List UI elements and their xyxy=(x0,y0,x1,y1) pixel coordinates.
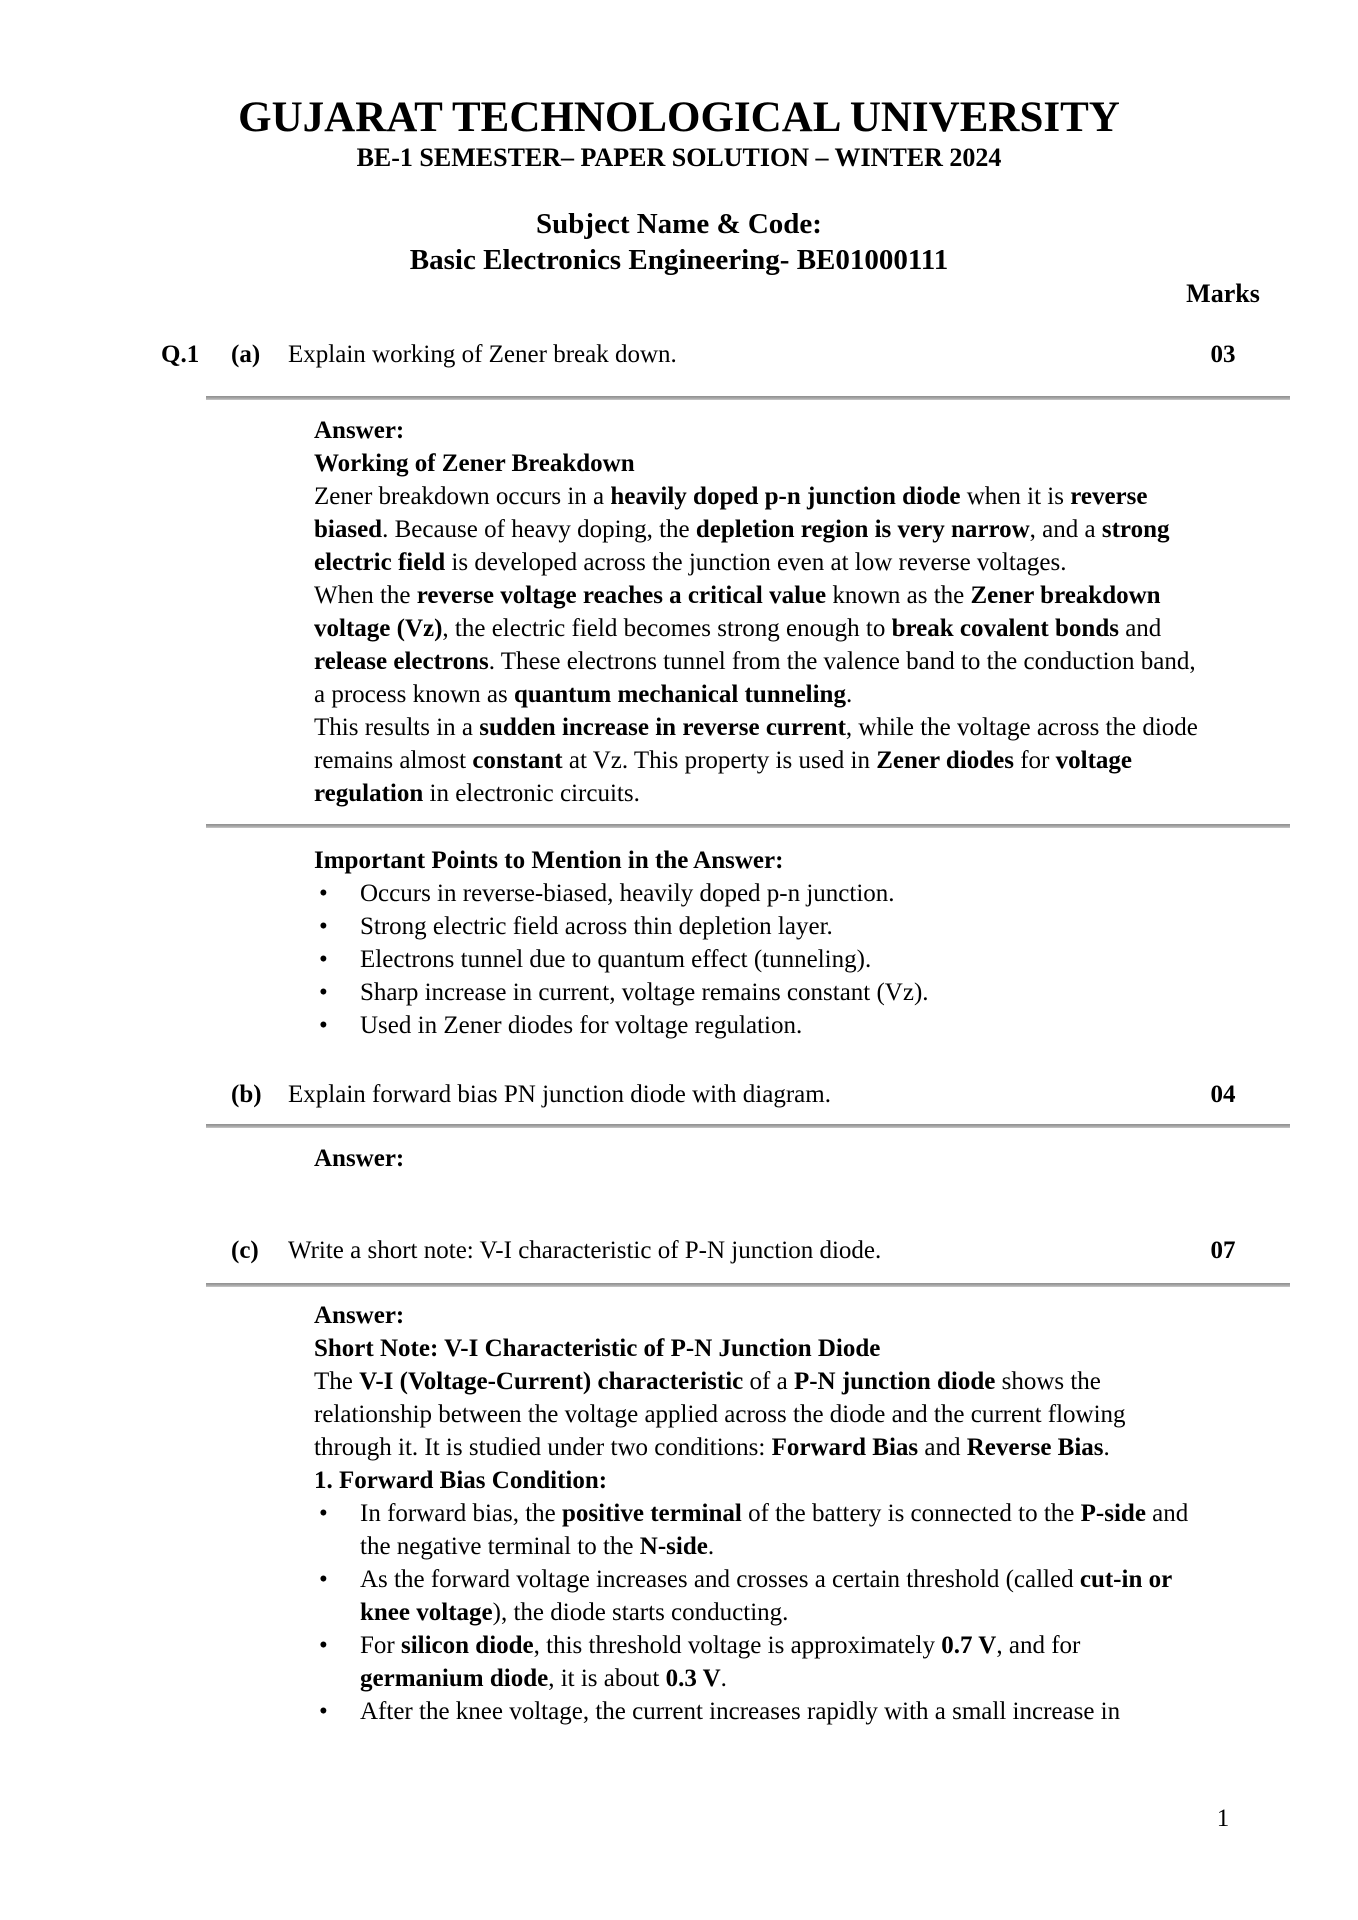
list-item: • In forward bias, the positive terminal of the battery is connected to the P-side and the negative terminal to the N-side. xyxy=(314,1497,1209,1563)
answer-paragraph: This results in a sudden increase in reverse current, while the voltage across the diode remains almost constant at Vz. This property is used in Zener diodes for voltage regulation in electronic circuits. xyxy=(314,714,1198,807)
question-row-q1a xyxy=(161,338,1268,371)
list-item: • Sharp increase in current, voltage remains constant (Vz). xyxy=(314,976,1209,1009)
list-item: • Strong electric field across thin depletion layer. xyxy=(314,910,1209,943)
exam-subtitle: BE-1 SEMESTER– PAPER SOLUTION – WINTER 2024 xyxy=(356,143,1002,172)
question-row-q1b xyxy=(161,1078,1268,1111)
question-number: Q.1 xyxy=(161,341,200,368)
subject-label: Subject Name & Code: xyxy=(536,208,822,240)
list-item: • After the knee voltage, the current increases rapidly with a small increase in xyxy=(314,1695,1209,1728)
question-marks: 04 xyxy=(1210,1081,1236,1108)
list-item: • For silicon diode, this threshold voltage is approximately 0.7 V, and for germanium diode, it is about 0.3 V. xyxy=(314,1629,1209,1695)
points-heading: Important Points to Mention in the Answer: xyxy=(314,847,784,874)
important-points-block xyxy=(314,844,1209,1042)
list-item: • As the forward voltage increases and crosses a certain threshold (called cut-in or knee voltage), the diode starts conducting. xyxy=(314,1563,1209,1629)
answer-label: Answer: xyxy=(314,1145,405,1172)
question-marks: 07 xyxy=(1210,1237,1236,1264)
answer-paragraph: Zener breakdown occurs in a heavily doped p-n junction diode when it is reverse biased. Because of heavy doping, the depletion region is very narrow, and a strong electric field is developed across the junction even at low reverse voltages. xyxy=(314,483,1170,576)
answer-block-q1a xyxy=(314,414,1209,810)
question-row-q1c xyxy=(161,1234,1268,1267)
list-item: • Occurs in reverse-biased, heavily doped p-n junction. xyxy=(314,877,1209,910)
university-title: GUJARAT TECHNOLOGICAL UNIVERSITY xyxy=(238,94,1120,141)
condition-heading: 1. Forward Bias Condition: xyxy=(314,1467,608,1494)
list-item: • Electrons tunnel due to quantum effect (tunneling). xyxy=(314,943,1209,976)
points-list xyxy=(314,877,1209,1042)
answer-heading: Short Note: V-I Characteristic of P-N Junction Diode xyxy=(314,1335,881,1362)
question-part-letter: (b) xyxy=(231,1081,262,1108)
question-part-letter: (c) xyxy=(231,1237,259,1264)
answer-block-q1c xyxy=(314,1299,1209,1728)
divider xyxy=(206,396,1290,400)
answer-block-q1b xyxy=(314,1142,1209,1175)
question-text: Explain forward bias PN junction diode with diagram. xyxy=(288,1081,831,1108)
forward-bias-list xyxy=(314,1497,1209,1728)
divider xyxy=(206,824,1290,828)
divider xyxy=(206,1124,1290,1128)
answer-heading: Working of Zener Breakdown xyxy=(314,450,635,477)
question-number xyxy=(161,1234,231,1267)
subject-name: Basic Electronics Engineering- BE01000111 xyxy=(409,244,949,276)
list-item: • Used in Zener diodes for voltage regulation. xyxy=(314,1009,1209,1042)
question-text: Write a short note: V-I characteristic of P-N junction diode. xyxy=(288,1237,882,1264)
answer-label: Answer: xyxy=(314,1302,405,1329)
question-part-letter: (a) xyxy=(231,341,261,368)
page-number: 1 xyxy=(1216,1805,1230,1832)
question-number xyxy=(161,1078,231,1111)
divider xyxy=(206,1283,1290,1287)
answer-paragraph: When the reverse voltage reaches a critical value known as the Zener breakdown voltage (Vz), the electric field becomes strong enough to break covalent bonds and release electrons. These electrons tunnel from the valence band to the conduction band, a process known as quantum mechanical tunneling. xyxy=(314,582,1196,708)
question-text: Explain working of Zener break down. xyxy=(288,341,677,368)
answer-paragraph: The V-I (Voltage-Current) characteristic of a P-N junction diode shows the relationship between the voltage applied across the diode and the current flowing through it. It is studied under two conditions: Forward Bias and Reverse Bias. xyxy=(314,1368,1126,1461)
marks-column-header: Marks xyxy=(1186,279,1260,308)
question-marks: 03 xyxy=(1210,341,1236,368)
answer-label: Answer: xyxy=(314,417,405,444)
